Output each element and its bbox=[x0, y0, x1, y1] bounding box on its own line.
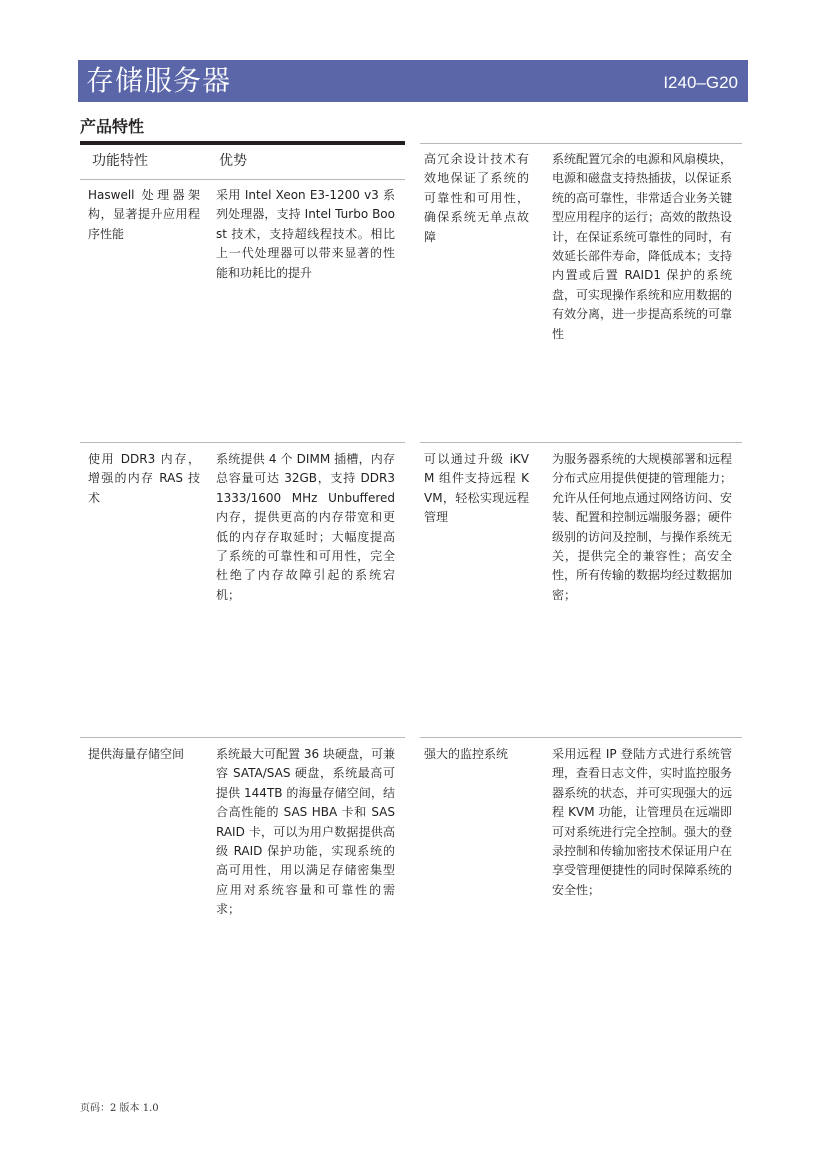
column-header-advantage: 优势 bbox=[219, 153, 247, 169]
page-footer: 页码：2 版本 1.0 bbox=[80, 1103, 159, 1114]
model-number: I240–G20 bbox=[663, 73, 738, 92]
section-title: 产品特性 bbox=[80, 117, 145, 136]
column-header-feature: 功能特性 bbox=[92, 153, 148, 169]
document-title: 存储服务器 bbox=[86, 64, 232, 97]
feature-cell: 使用 DDR3 内存，增强的内存 RAS 技术 bbox=[88, 452, 200, 505]
header-banner bbox=[78, 60, 748, 102]
row-rule-right-3 bbox=[420, 737, 742, 738]
advantage-cell: 采用 Intel Xeon E3-1200 v3 系列处理器，支持 Intel Turbo Boost 技术，支持超线程技术。相比上一代处理器可以带来显著的性能和功耗比的提升 bbox=[216, 188, 395, 280]
header-rule bbox=[80, 179, 405, 180]
advantage-cell: 为服务器系统的大规模部署和远程分布式应用提供便捷的管理能力；允许从任何地点通过网络访问、安装、配置和控制远端服务器；硬件级别的访问及控制，与操作系统无关，提供完全的兼容性；高安全性，所有传输的数据均经过数据加密； bbox=[552, 452, 733, 602]
row-rule-right-2 bbox=[420, 442, 742, 443]
section-rule bbox=[80, 141, 405, 145]
feature-cell: 强大的监控系统 bbox=[424, 747, 509, 761]
advantage-cell: 采用远程 IP 登陆方式进行系统管理，查看日志文件，实时监控服务器系统的状态，并可实现强大的远程 KVM 功能，让管理员在远端即可对系统进行完全控制。强大的登录控制和传输加密技术保证用户在享受管理便捷性的同时保障系统的安全性； bbox=[552, 747, 733, 897]
right-top-rule bbox=[420, 143, 742, 144]
feature-cell: 高冗余设计技术有效地保证了系统的可靠性和可用性，确保系统无单点故障 bbox=[424, 152, 529, 244]
row-rule-left-2 bbox=[80, 442, 405, 443]
advantage-cell: 系统提供 4 个 DIMM 插槽，内存总容量可达 32GB，支持 DDR3 1333/1600 MHz Unbuffered 内存，提供更高的内存带宽和更低的内存存取延时；大幅度提高了系统的可靠性和可用性，完全杜绝了内存故障引起的系统宕机； bbox=[216, 452, 395, 602]
feature-cell: 提供海量存储空间 bbox=[88, 747, 185, 761]
feature-cell: 可以通过升级 iKVM 组件支持远程 KVM，轻松实现远程管理 bbox=[424, 452, 529, 525]
advantage-cell: 系统配置冗余的电源和风扇模块，电源和磁盘支持热插拔，以保证系统的高可靠性，非常适合业务关键型应用程序的运行；高效的散热设计，在保证系统可靠性的同时，有效延长部件寿命，降低成本；支持内置或后置 RAID1 保护的系统盘，可实现操作系统和应用数据的有效分离，进一步提高系统的可靠性 bbox=[552, 152, 733, 341]
row-rule-left-3 bbox=[80, 737, 405, 738]
advantage-cell: 系统最大可配置 36 块硬盘，可兼容 SATA/SAS 硬盘，系统最高可提供 144TB 的海量存储空间，结合高性能的 SAS HBA 卡和 SAS RAID 卡，可以为用户数据提供高级 RAID 保护功能，实现系统的高可用性，用以满足存储密集型应用对系统容量和可靠性的需求； bbox=[216, 747, 395, 917]
feature-cell: Haswell 处理器架构，显著提升应用程序性能 bbox=[88, 188, 200, 241]
